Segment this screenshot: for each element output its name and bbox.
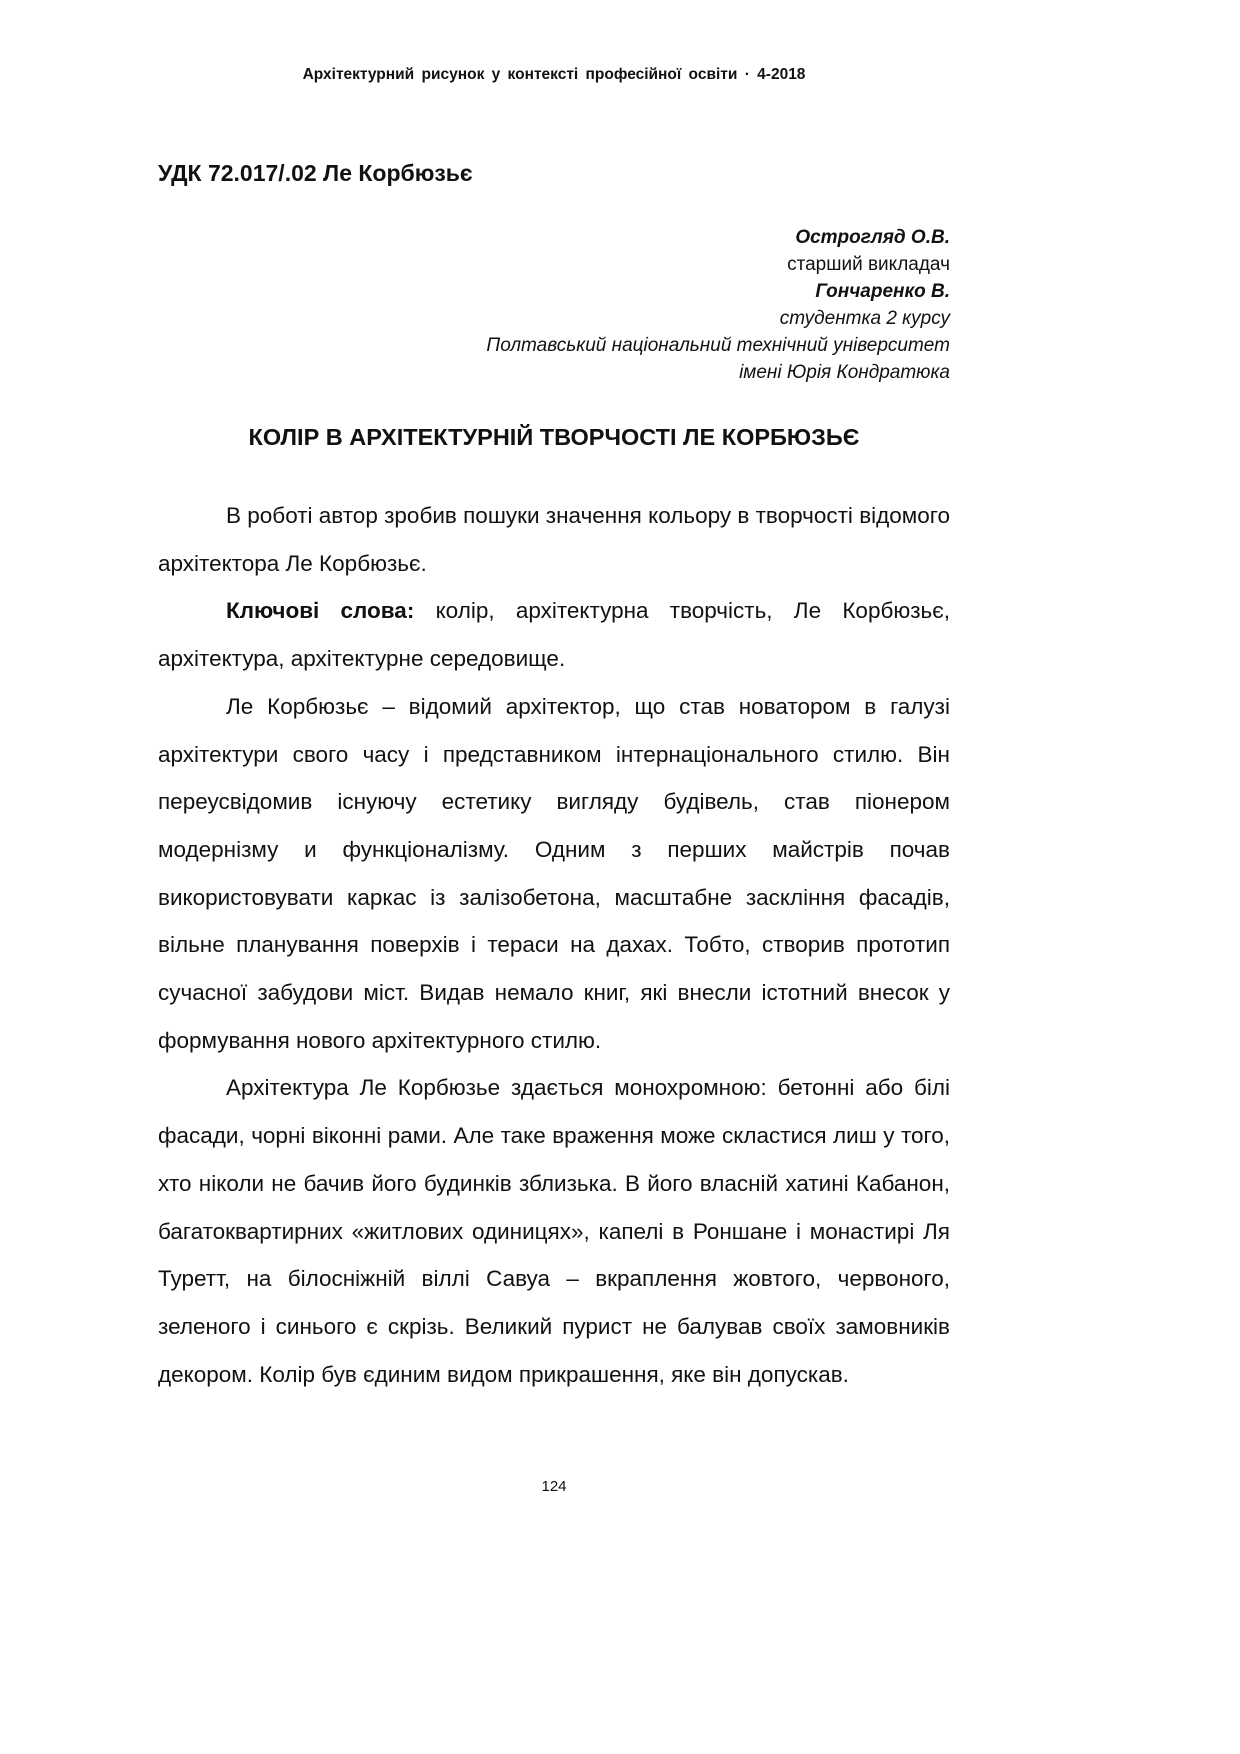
keywords-text: колір, архітектурна творчість, Ле Корбюзьє, архітектура, архітектурне середовище. xyxy=(158,598,950,672)
affiliation-line-1: Полтавський національний технічний університет xyxy=(486,335,950,356)
running-header: Архітектурний рисунок у контексті професійної освіти · 4-2018 xyxy=(302,66,806,83)
affiliation-line-2: імені Юрія Кондратюка xyxy=(739,362,950,383)
author-block xyxy=(400,224,950,386)
article-body xyxy=(158,492,950,1398)
body-paragraph: Архітектура Ле Корбюзье здається монохромною: бетонні або білі фасади, чорні віконні рами. Але таке враження може скластися лиш у того, хто ніколи не бачив його будинків зблизька. В його власній хатині Кабанон, багатоквартирних «житлових одиницях», капелі в Роншане і монастирі Ля Туретт, на білосніжній віллі Савуа – вкраплення жовтого, червоного, зеленого і синього є скрізь. Великий пурист не балував своїх замовників декором. Колір був єдиним видом прикрашення, яке він допускав. xyxy=(158,1075,950,1387)
article-title: КОЛІР В АРХІТЕКТУРНІЙ ТВОРЧОСТІ ЛЕ КОРБЮЗЬЄ xyxy=(248,424,860,450)
author-2-position: студентка 2 курсу xyxy=(779,308,950,329)
udc-code: УДК 72.017/.02 Ле Корбюзьє xyxy=(158,160,473,186)
abstract: В роботі автор зробив пошуки значення кольору в творчості відомого архітектора Ле Корбюзьє. xyxy=(158,503,950,576)
page-number: 124 xyxy=(541,1478,567,1495)
keywords-label: Ключові слова: xyxy=(226,598,415,624)
author-2-name: Гончаренко В. xyxy=(815,281,950,302)
author-1-position: старший викладач xyxy=(787,254,950,275)
body-paragraph: Ле Корбюзьє – відомий архітектор, що став новатором в галузі архітектури свого часу і представником інтернаціонального стилю. Він переусвідомив існуючу естетику вигляду будівель, став піонером модернізму и функціоналізму. Одним з перших майстрів почав використовувати каркас із залізобетона, масштабне засклiння фасадів, вільне планування поверхів і тераси на дахах. Тобто, створив прототип сучасної забудови міст. Видав немало книг, які внесли істотний внесок у формування нового архітектурного стилю. xyxy=(158,693,950,1053)
author-1-name: Острогляд О.В. xyxy=(795,227,950,248)
keywords xyxy=(158,587,950,682)
